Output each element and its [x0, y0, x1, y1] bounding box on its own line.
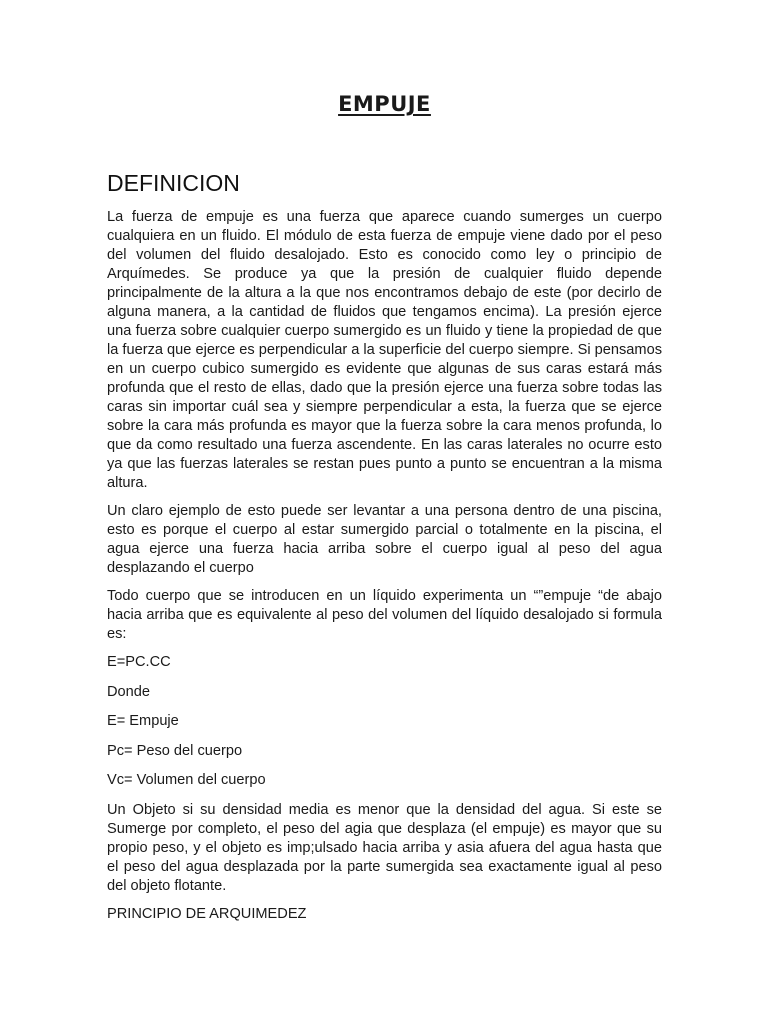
paragraph-example: Un claro ejemplo de esto puede ser levantar a una persona dentro de una piscina, esto es porque el cuerpo al estar sumergido parcial o totalmente en la piscina, el agua ejerce una fuerza hacia arriba sobre el cuerpo igual al peso del agua desplazando el cuerpo [107, 503, 662, 576]
document-title: EMPUJE [338, 92, 431, 116]
donde-label: Donde [107, 683, 151, 700]
document-body [107, 208, 662, 934]
paragraph-definition: La fuerza de empuje es una fuerza que aparece cuando sumerges un cuerpo cualquiera en un fluido. El módulo de esta fuerza de empuje viene dado por el peso del volumen del fluido desalojado. Esto es conocido como ley o principio de Arquímedes. Se produce ya que la presión de cualquier fluido depende principalmente de la altura a la que nos encontramos debajo de este (por decirlo de alguna manera, a la cantidad de fluidos que tengamos encima). La presión ejerce una fuerza sobre cualquier cuerpo sumergido es un fluido y tiene la propiedad de que la fuerza que ejerce es perpendicular a la superficie del cuerpo siempre. Si pensamos en un cuerpo cubico sumergido es evidente que algunas de sus caras estará más profunda que el resto de ellas, dado que la presión ejerce una fuerza sobre todas las caras sin importar cuál sea y siempre perpendicular a esta, la fuerza que se ejerce sobre la cara más profunda es mayor que la fuerza sobre la cara menos profunda, lo que da como resultado una fuerza ascendente. En las caras laterales no ocurre esto ya que las fuerzas laterales se restan pues punto a punto se encuentran a la misma altura. [107, 209, 662, 491]
heading-principio-arquimedez: PRINCIPIO DE ARQUIMEDEZ [107, 905, 307, 922]
paragraph-formula-intro: Todo cuerpo que se introducen en un líquido experimenta un “”empuje “de abajo hacia arriba que es equivalente al peso del volumen del líquido desalojado si formula es: [107, 588, 662, 642]
formula: E=PC.CC [107, 654, 171, 670]
document-page [107, 0, 662, 1024]
section-heading-definicion: DEFINICION [107, 170, 240, 196]
definition-empuje: E= Empuje [107, 713, 179, 729]
definition-peso: Pc= Peso del cuerpo [107, 742, 243, 759]
definition-volumen: Vc= Volumen del cuerpo [107, 772, 266, 788]
paragraph-flotacion: Un Objeto si su densidad media es menor que la densidad del agua. Si este se Sumerge por completo, el peso del agia que desplaza (el empuje) es mayor que su propio peso, y el objeto es imp;ulsado hacia arriba y asia afuera del agua hasta que el peso del agua desplazada por la parte sumergida sea exactamente igual al peso del objeto flotante. [107, 801, 662, 894]
